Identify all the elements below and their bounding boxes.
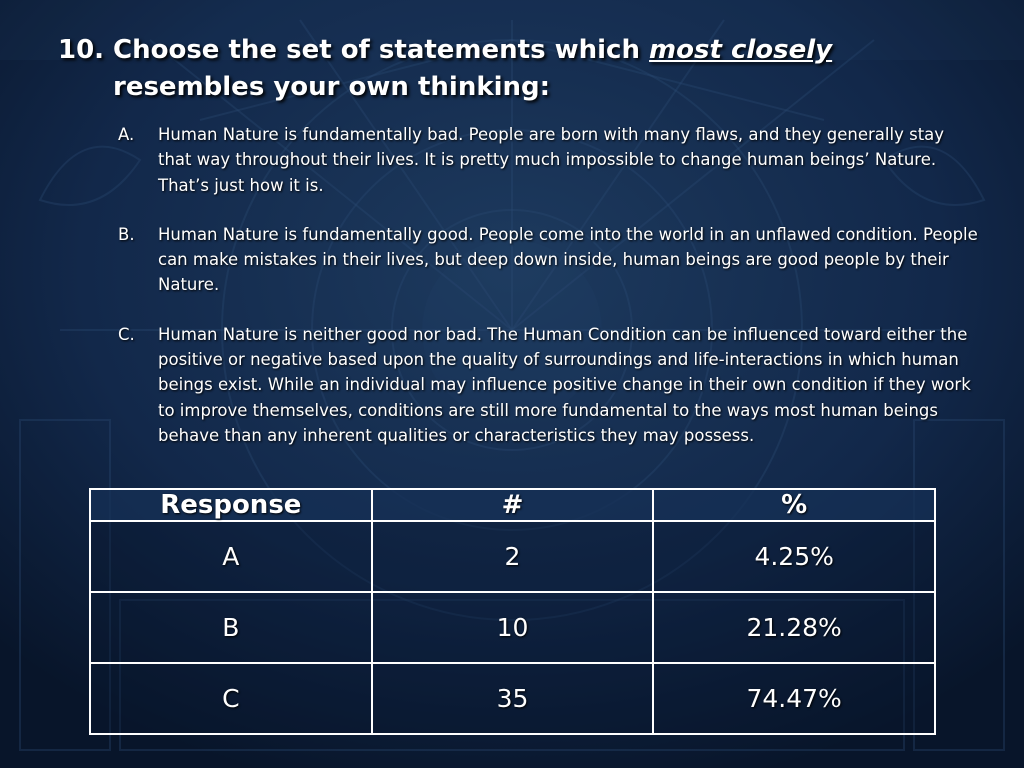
cell-count: 2: [372, 521, 654, 592]
option-letter: B.: [118, 224, 135, 244]
header-percent: %: [653, 489, 935, 521]
table-row: [90, 592, 935, 663]
results-table: [89, 488, 936, 735]
option-text: Human Nature is fundamentally good. People come into the world in an unflawed condition. People can make mistakes in their lives, but deep down inside, human beings are good people by their Nature.: [158, 224, 978, 295]
question-heading: [58, 32, 958, 106]
table-row: [90, 521, 935, 592]
cell-count: 10: [372, 592, 654, 663]
table-row: [90, 663, 935, 734]
cell-count: 35: [372, 663, 654, 734]
option-letter: A.: [118, 125, 135, 144]
header-count: #: [372, 489, 654, 521]
question-number: 10.: [58, 35, 105, 65]
option-a: [118, 122, 978, 198]
cell-response: B: [90, 592, 372, 663]
question-text-start: Choose the set of statements which: [113, 35, 650, 65]
answer-options: [118, 122, 978, 472]
option-letter: C.: [118, 324, 135, 344]
cell-percent: 4.25%: [653, 521, 935, 592]
option-text: Human Nature is neither good nor bad. The Human Condition can be influenced toward either the positive or negative based upon the quality of surroundings and life-interactions in which human beings exist. While an individual may influence positive change in their own condition if they work to improve themselves, conditions are still more fundamental to the ways most human beings behave than any inherent qualities or characteristics they may possess.: [158, 324, 971, 445]
question-text-end: resembles your own thinking:: [113, 72, 551, 102]
cell-response: C: [90, 663, 372, 734]
cell-percent: 74.47%: [653, 663, 935, 734]
option-text: Human Nature is fundamentally bad. People are born with many flaws, and they generally stay that way throughout their lives. It is pretty much impossible to change human beings’ Nature. That’s just how it is.: [158, 125, 945, 195]
table-header-row: [90, 489, 935, 521]
cell-response: A: [90, 521, 372, 592]
question-text-emphasis: most closely: [649, 35, 833, 65]
option-c: [118, 322, 978, 448]
question-text: [113, 32, 958, 106]
header-response: Response: [90, 489, 372, 521]
cell-percent: 21.28%: [653, 592, 935, 663]
option-b: [118, 222, 978, 298]
